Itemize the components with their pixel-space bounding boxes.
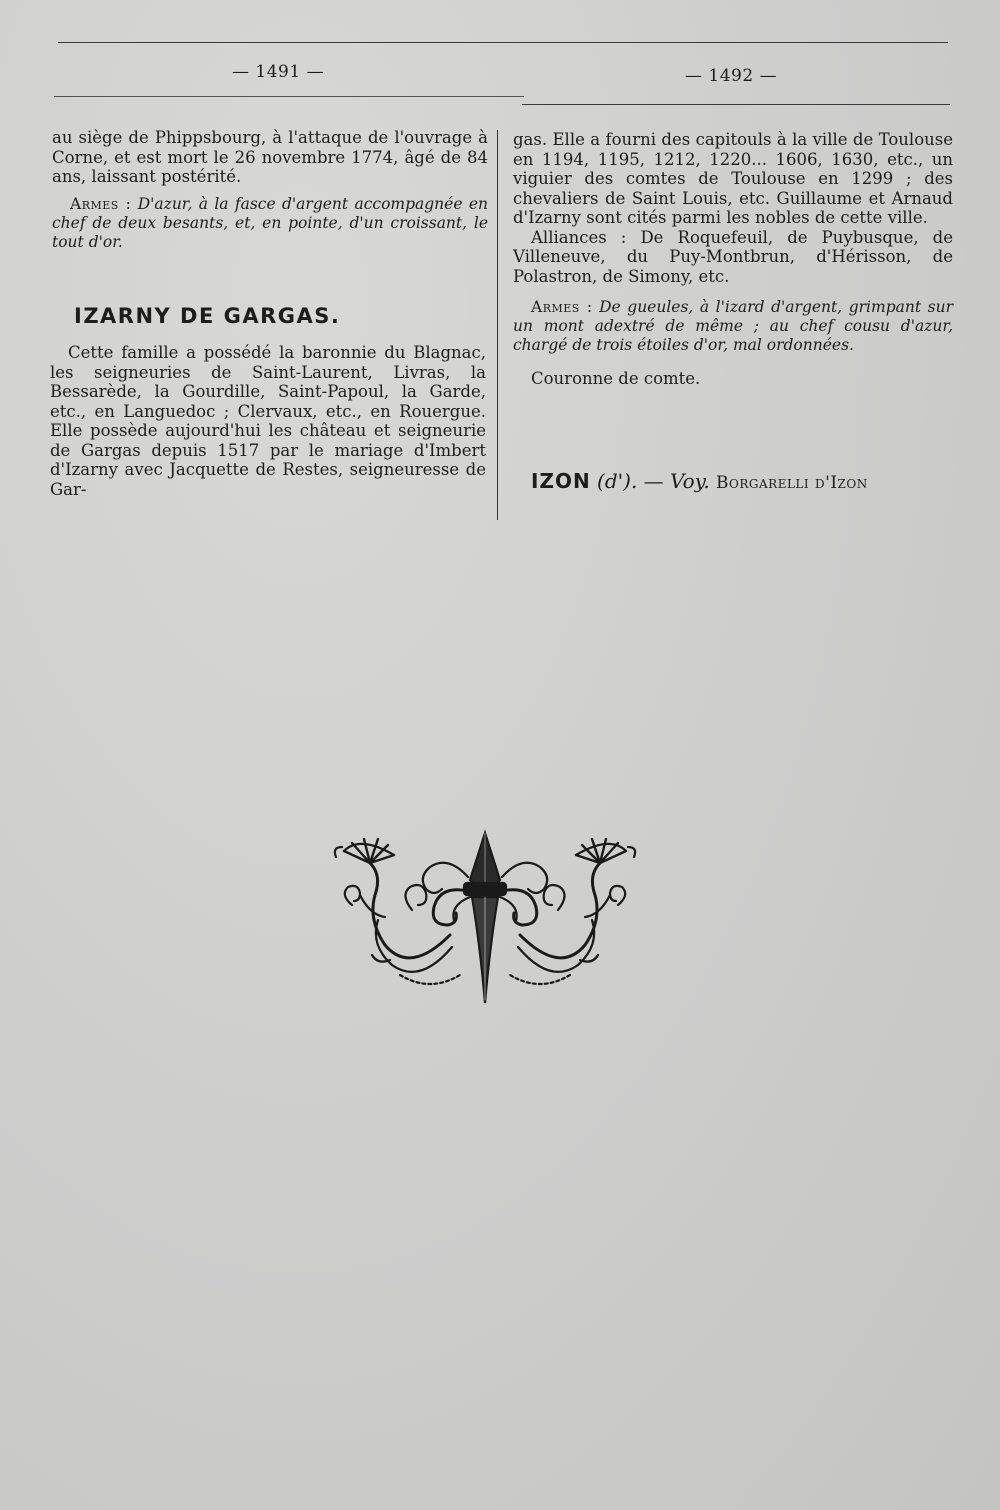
left-arms-label: Armes : [70, 194, 132, 213]
izon-dash: — [637, 469, 671, 493]
izon-particle: (d'). [597, 469, 638, 493]
left-arms-paragraph [52, 195, 488, 252]
right-header-rule [522, 104, 950, 105]
right-arms-text: De gueules, à l'izard d'argent, grimpant sur un mont adextré de même ; au chef cousu d'azur, chargé de trois étoiles d'or, mal ordonnées. [513, 298, 953, 354]
coronet-line: Couronne de comte. [531, 369, 701, 388]
section-heading: IZARNY DE GARGAS. [74, 304, 341, 328]
left-continuation-paragraph: au siège de Phippsbourg, à l'attaque de l'ouvrage à Corne, et est mort le 26 novembre 1774, âgé de 84 ans, laissant postérité. [52, 128, 488, 186]
right-page-number: — 1492 — [685, 66, 778, 86]
left-column [52, 128, 488, 252]
izon-reference: Borgarelli d'Izon [716, 473, 868, 493]
right-arms-label: Armes : [531, 298, 593, 316]
izon-name: IZON [531, 469, 591, 493]
left-page-number: — 1491 — [232, 62, 325, 82]
top-rule [58, 42, 948, 43]
left-body-paragraph: Cette famille a possédé la baronnie du Blagnac, les seigneuries de Saint-Laurent, Livras, la Bessarède, la Gourdille, Saint-Papoul, la Garde, etc., en Languedoc ; Clervaux, etc., en Rouergue. Elle possède aujourd'hui les château et seigneurie de Gargas depuis 1517 par le mariage d'Imbert d'Izarny avec Jacquette de Restes, seigneuresse de Gar- [50, 343, 486, 499]
right-body-paragraph: gas. Elle a fourni des capitouls à la ville de Toulouse en 1194, 1195, 1212, 1220... 1606, 1630, etc., un viguier des comtes de Toulouse en 1299 ; des chevaliers de Saint Louis, etc. Guillaume et Arnaud d'Izarny sont cités parmi les nobles de cette ville. [513, 130, 953, 227]
left-body-column [50, 343, 486, 499]
fleur-de-lis-ornament-icon [330, 825, 640, 1005]
left-arms-text: D'azur, à la fasce d'argent accompagnée en chef de deux besants, et, en pointe, d'un croissant, le tout d'or. [52, 194, 488, 251]
column-separator [497, 130, 498, 520]
left-header-rule [54, 96, 524, 97]
right-column [513, 130, 953, 389]
izon-cross-reference [531, 469, 868, 493]
alliances-paragraph: Alliances : De Roquefeuil, de Puybusque, de Villeneuve, du Puy-Montbrun, d'Hérisson, de Polastron, de Simony, etc. [513, 227, 953, 286]
izon-voy: Voy. [670, 469, 710, 493]
right-arms-paragraph [513, 298, 953, 355]
